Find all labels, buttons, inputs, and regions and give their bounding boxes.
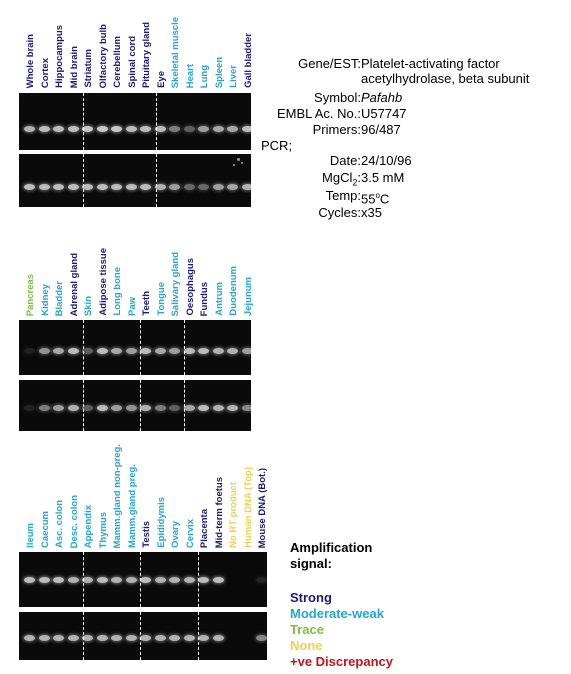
mgcl-value: 3.5 mM (361, 170, 405, 185)
lane-label: Spinal cord (126, 36, 138, 88)
embl-value: U57747 (361, 106, 407, 121)
lane-label: Hippocampus (54, 25, 65, 88)
lane-label: Whole brain (25, 33, 36, 88)
lane-label: Salivary gland (170, 251, 181, 316)
embl-key: EMBL Ac. No.: (276, 106, 361, 121)
pcr-label: PCR; (261, 138, 293, 153)
gel-band (68, 635, 79, 641)
lane-label: Skeletal muscle (170, 16, 181, 88)
mgcl-key-suffix: : (357, 170, 361, 185)
lane-label: Mamm.gland non-preg. (112, 443, 123, 548)
lane-label: Bladder (54, 280, 65, 316)
gel-band (24, 577, 35, 583)
gel-divider (184, 320, 185, 375)
lane-label: Teeth (141, 291, 152, 316)
lane-label: Caecum (39, 511, 51, 548)
lane-label: Mouse DNA (Bot.) (257, 467, 268, 548)
panel-2-gel-top (19, 320, 251, 375)
lane-label: Striatum (83, 49, 94, 88)
gel-band (111, 577, 122, 583)
gel-band (97, 405, 108, 411)
lane-label: Jejunum (242, 276, 254, 316)
lane-label: Duodenum (228, 266, 239, 316)
gel-band (97, 635, 108, 641)
lane-label: Testis (141, 521, 152, 548)
gel-band (140, 635, 151, 641)
gel-band (198, 635, 209, 641)
gel-band (242, 405, 252, 411)
legend-title-line2: signal: (290, 556, 332, 571)
panel-2-gel-bottom (19, 380, 251, 431)
gel-band (256, 635, 267, 641)
gel-band (242, 348, 252, 354)
legend-title-line1: Amplification (290, 540, 373, 555)
lane-label: Desc. colon (68, 494, 80, 548)
lane-label: No RT product (228, 482, 239, 548)
symbol-value: Pafahb (361, 90, 403, 105)
legend-discrepancy: +ve Discrepancy (290, 654, 393, 669)
lane-label: Thymus (97, 511, 109, 548)
gel-band (39, 577, 50, 583)
lane-label: Epididymis (155, 497, 167, 548)
gel-band (213, 348, 224, 354)
lane-label: Ovary (170, 521, 181, 548)
gel-band (111, 348, 122, 354)
cycles-value: x35 (361, 205, 382, 220)
gel-band (155, 577, 166, 583)
lane-label: Pituitary gland (141, 22, 152, 88)
gel-band (53, 348, 64, 354)
gel-band (155, 348, 166, 354)
gel-divider (83, 380, 84, 431)
lane-label: Lung (199, 64, 210, 88)
gel-band (126, 577, 137, 583)
gel-band (111, 405, 122, 411)
gene-value-line1: Platelet-activating factor (361, 56, 500, 71)
gel-band (184, 577, 195, 583)
lane-label: Fundus (199, 281, 210, 316)
lane-label: Kidney (39, 284, 51, 316)
lane-label: Skin (83, 295, 94, 316)
lane-label: Placenta (199, 508, 210, 548)
gene-value-line2: acetylhydrolase, beta subunit (361, 71, 530, 86)
gel-band (169, 635, 180, 641)
legend-moderate-weak: Moderate-weak (290, 606, 384, 621)
lane-label: Cortex (39, 57, 51, 88)
lane-label: Adipose tissue (97, 248, 109, 316)
gel-band (111, 635, 122, 641)
gel-band (227, 348, 238, 354)
gel-band (213, 577, 224, 583)
gel-band (126, 635, 137, 641)
temp-value-sup: o (375, 191, 380, 200)
legend-none: None (290, 638, 323, 653)
gel-divider (198, 612, 199, 660)
gel-band (169, 577, 180, 583)
gel-band (39, 405, 50, 411)
lane-label: Antrum (213, 282, 225, 316)
gel-band (198, 405, 209, 411)
gel-divider (198, 552, 199, 607)
gel-band (24, 635, 35, 641)
gene-key: Gene/EST: (298, 56, 361, 71)
lane-label: Liver (228, 65, 239, 88)
legend-trace: Trace (290, 622, 324, 637)
gel-band (53, 405, 64, 411)
gel-band (213, 635, 224, 641)
lane-label: Appendix (83, 504, 94, 548)
gel-band (53, 635, 64, 641)
gel-band (97, 348, 108, 354)
gel-divider (83, 612, 84, 660)
gel-band (198, 348, 209, 354)
primers-key: Primers: (312, 122, 361, 137)
lane-label: Cervix (184, 518, 196, 548)
lane-label: Mamm.gland preg. (126, 464, 138, 548)
gel-band (184, 635, 195, 641)
lane-label: Gall bladder (242, 33, 254, 88)
gel-band (24, 405, 35, 411)
gel-band (68, 577, 79, 583)
panel-3-gel-top (19, 552, 267, 607)
gel-band (97, 577, 108, 583)
date-value: 24/10/96 (361, 153, 412, 168)
gel-divider (140, 552, 141, 607)
lane-label: Spleen (213, 56, 225, 88)
lane-label: Human DNA (Top) (242, 467, 254, 548)
date-key: Date: (329, 153, 361, 168)
gel-band (24, 348, 35, 354)
lane-label: Eye (155, 71, 167, 88)
gel-band (140, 577, 151, 583)
mgcl-key-sub: 2 (352, 177, 358, 188)
gel-band (155, 405, 166, 411)
lane-label: Asc. colon (54, 499, 65, 548)
temp-value-unit: C (379, 191, 390, 207)
gel-divider (140, 320, 141, 375)
gel-band (126, 348, 137, 354)
gel-band (126, 405, 137, 411)
lane-label: Paw (126, 296, 138, 316)
gel-band (68, 405, 79, 411)
gel-divider (184, 380, 185, 431)
lane-label: Heart (184, 63, 196, 88)
lane-label: Cerebellum (112, 36, 123, 88)
temp-key: Temp: (325, 188, 361, 203)
lane-label: Long bone (112, 267, 123, 316)
panel-3-gel-bottom (19, 612, 267, 660)
lane-label: Oesophagus (184, 258, 196, 316)
gel-divider (83, 320, 84, 375)
symbol-key: Symbol: (314, 90, 361, 105)
lane-label: Olfactory bulb (97, 23, 109, 88)
gel-band (140, 348, 151, 354)
gel-band (39, 348, 50, 354)
lane-label: Mid brain (68, 45, 80, 88)
gel-band (213, 405, 224, 411)
mgcl-key-prefix: MgCl (322, 170, 353, 185)
lane-label: Pancreas (25, 273, 36, 316)
lane-label: Adrenal gland (68, 252, 80, 316)
gel-band (68, 348, 79, 354)
gel-band (53, 577, 64, 583)
gel-band (169, 348, 180, 354)
lane-label: Mid-term foetus (213, 476, 225, 548)
lane-label: Ileum (25, 523, 36, 548)
cycles-key: Cycles: (318, 205, 361, 220)
gel-divider (140, 612, 141, 660)
lane-label: Tongue (155, 282, 167, 316)
gel-band (155, 635, 166, 641)
gel-band (184, 405, 195, 411)
gel-band (227, 405, 238, 411)
gel-band (140, 405, 151, 411)
gel-band (256, 577, 267, 583)
gel-divider (140, 380, 141, 431)
gel-divider (83, 552, 84, 607)
gel-band (198, 577, 209, 583)
gel-band (184, 348, 195, 354)
gel-band (169, 405, 180, 411)
gel-band (39, 635, 50, 641)
gene-info (0, 0, 571, 230)
primers-value: 96/487 (361, 122, 401, 137)
legend-strong: Strong (290, 590, 332, 605)
temp-value-num: 55 (361, 191, 376, 207)
